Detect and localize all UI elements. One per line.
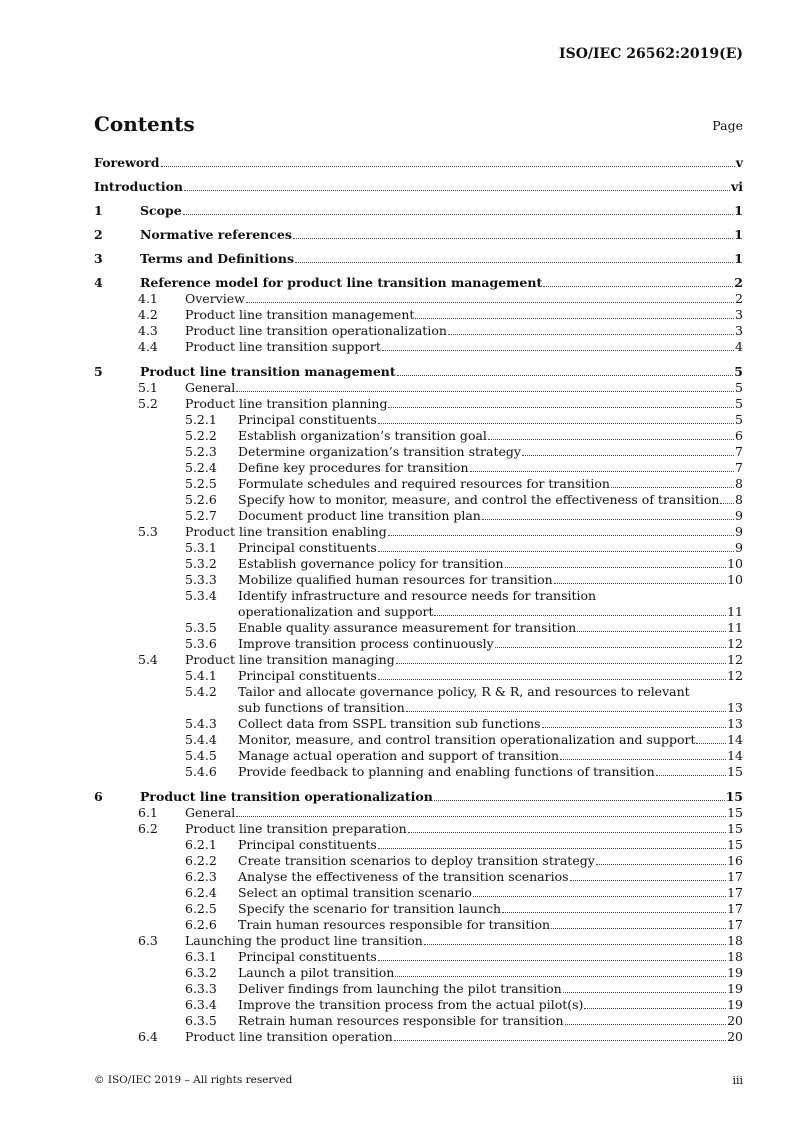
toc-entry-page: 8 [735,476,743,491]
toc-entry-title: Product line transition management [185,307,415,322]
toc-entry-title: Scope [140,203,182,218]
toc-entry-number: 4.4 [138,339,158,354]
toc-entry[interactable] [94,821,743,837]
toc-entry[interactable] [94,476,743,492]
dot-leader [236,391,734,392]
dot-leader [378,848,726,849]
toc-entry-title: Principal constituents [238,837,377,852]
toc-entry[interactable] [94,572,743,588]
toc-entry-page: 12 [727,652,743,667]
dot-leader [388,535,734,536]
dot-leader [584,1008,726,1009]
toc-entry-page: 17 [727,885,743,900]
toc-entry-number: 5.2.3 [185,444,217,459]
dot-leader [611,487,734,488]
toc-entry-title: Principal constituents [238,412,377,427]
toc-entry-page: 14 [727,748,743,763]
dot-leader [382,350,734,351]
toc-entry-number: 6.4 [138,1029,158,1044]
dot-leader [395,976,726,977]
page-number: iii [732,1074,743,1087]
toc-entry-title: Specify the scenario for transition launch [238,901,502,916]
toc-entry-title: Monitor, measure, and control transition operationalization and support [238,732,696,747]
toc-entry-number: 6.3 [138,933,158,948]
dot-leader [415,318,734,319]
toc-entry[interactable] [94,588,743,604]
toc-entry-number: 6.2.2 [185,853,217,868]
dot-leader [596,864,726,865]
toc-entry-title: Product line transition enabling [185,524,387,539]
toc-entry-title: General [185,380,236,395]
dot-leader [434,615,726,616]
dot-leader [397,375,734,376]
copyright-notice: © ISO/IEC 2019 – All rights reserved [94,1074,293,1086]
dot-leader [696,743,726,744]
toc-entry-title: Specify how to monitor, measure, and control the effectiveness of transition [238,492,720,507]
toc-entry-number: 5.2 [138,396,158,411]
toc-entry[interactable] [94,307,743,323]
toc-entry-title: Product line transition support [185,339,381,354]
document-id: ISO/IEC 26562:2019(E) [559,46,743,62]
dot-leader [293,238,733,239]
toc-entry[interactable] [94,885,743,901]
toc-entry[interactable] [94,853,743,869]
toc-entry-page: 12 [727,636,743,651]
toc-entry-page: 5 [735,396,743,411]
toc-entry[interactable] [94,291,743,307]
toc-entry[interactable] [94,684,743,700]
dot-leader [720,503,734,504]
toc-entry[interactable] [94,460,743,476]
toc-entry-number: 5.3.2 [185,556,217,571]
toc-entry-number: 5.4.2 [185,684,217,699]
toc-entry[interactable] [94,444,743,460]
toc-entry-title: Manage actual operation and support of transition [238,748,560,763]
toc-entry[interactable] [94,524,743,540]
toc-entry-number: 5 [94,364,103,379]
toc-entry-number: 6.2.6 [185,917,217,932]
toc-entry-number: 6.2 [138,821,158,836]
toc-entry[interactable] [94,179,743,195]
toc-entry-number: 5.3.3 [185,572,217,587]
toc-entry-title-continued: sub functions of transition [238,700,405,715]
toc-entry-title: Product line transition planning [185,396,388,411]
toc-entry-number: 5.4.5 [185,748,217,763]
toc-entry-title: Establish organization’s transition goal [238,428,487,443]
toc-entry-continuation[interactable] [94,700,743,716]
toc-entry-number: 4.1 [138,291,158,306]
toc-entry[interactable] [94,917,743,933]
toc-entry-number: 3 [94,251,103,266]
dot-leader [656,775,726,776]
toc-entry-number: 5.2.1 [185,412,217,427]
toc-entry-title: Identify infrastructure and resource needs for transition [238,588,597,603]
toc-entry-page: 1 [734,251,743,266]
dot-leader [570,880,727,881]
toc-entry-number: 6.3.4 [185,997,217,1012]
toc-entry[interactable] [94,508,743,524]
toc-entry-number: 5.3.5 [185,620,217,635]
toc-entry-title: General [185,805,236,820]
dot-leader [236,816,726,817]
toc-entry[interactable] [94,323,743,339]
toc-entry-title: Formulate schedules and required resources for transition [238,476,610,491]
toc-entry[interactable] [94,965,743,981]
toc-entry-title: Analyse the effectiveness of the transition scenarios [238,869,569,884]
toc-entry[interactable] [94,789,743,805]
toc-entry-page: 18 [727,949,743,964]
toc-entry-number: 6.2.1 [185,837,217,852]
toc-entry-number: 5.3.6 [185,636,217,651]
toc-entry-title: Foreword [94,155,160,170]
toc-entry-title: Retrain human resources responsible for transition [238,1013,564,1028]
toc-entry[interactable] [94,428,743,444]
toc-entry-number: 4.2 [138,307,158,322]
dot-leader [396,663,726,664]
dot-leader [406,711,726,712]
toc-entry-page: 14 [727,732,743,747]
toc-entry-page: 8 [735,492,743,507]
dot-leader [542,727,726,728]
toc-entry-title: Mobilize qualified human resources for transition [238,572,553,587]
dot-leader [563,992,726,993]
page-column-label: Page [712,118,743,133]
toc-entry-number: 6.3.1 [185,949,217,964]
toc-entry-page: v [735,155,743,170]
toc-entry[interactable] [94,949,743,965]
toc-entry-page: 17 [727,917,743,932]
dot-leader [470,471,735,472]
dot-leader [378,423,734,424]
toc-entry-title: Create transition scenarios to deploy transition strategy [238,853,595,868]
toc-entry-title: Launching the product line transition [185,933,423,948]
toc-entry-title: Determine organization’s transition strategy [238,444,521,459]
toc-entry-page: 20 [727,1013,743,1028]
toc-entry[interactable] [94,227,743,243]
toc-entry[interactable] [94,275,743,291]
dot-leader [543,286,733,287]
toc-entry[interactable] [94,764,743,780]
toc-entry-page: 3 [735,323,743,338]
toc-entry-page: 2 [734,275,743,290]
toc-entry[interactable] [94,748,743,764]
toc-entry[interactable] [94,933,743,949]
toc-entry[interactable] [94,203,743,219]
toc-entry-number: 5.3.4 [185,588,217,603]
toc-entry[interactable] [94,869,743,885]
toc-entry-number: 6.1 [138,805,158,820]
dot-leader [408,832,726,833]
toc-entry-number: 5.4.6 [185,764,217,779]
toc-entry-page: 17 [727,869,743,884]
dot-leader [495,647,726,648]
dot-leader [565,1024,726,1025]
toc-entry-page: 3 [735,307,743,322]
toc-entry-number: 6.2.4 [185,885,217,900]
dot-leader [378,960,726,961]
toc-entry-number: 5.2.4 [185,460,217,475]
toc-entry[interactable] [94,339,743,355]
toc-entry-page: 15 [727,837,743,852]
toc-entry[interactable] [94,556,743,572]
dot-leader [183,214,734,215]
toc-entry-page: 5 [735,412,743,427]
toc-entry-title: Collect data from SSPL transition sub functions [238,716,541,731]
toc-entry-page: 15 [727,821,743,836]
toc-entry-number: 5.2.6 [185,492,217,507]
toc-entry[interactable] [94,492,743,508]
toc-entry-number: 5.4 [138,652,158,667]
toc-entry-number: 6.2.3 [185,869,217,884]
toc-entry-number: 4 [94,275,103,290]
toc-entry-number: 6.3.5 [185,1013,217,1028]
toc-entry-title: Improve the transition process from the actual pilot(s) [238,997,584,1012]
toc-entry-title: Select an optimal transition scenario [238,885,472,900]
toc-entry[interactable] [94,540,743,556]
toc-entry[interactable] [94,805,743,821]
dot-leader [560,759,726,760]
dot-leader [424,944,726,945]
toc-entry-page: 9 [735,524,743,539]
toc-entry-page: 19 [727,965,743,980]
toc-entry-title: Product line transition preparation [185,821,407,836]
toc-entry-title: Launch a pilot transition [238,965,395,980]
dot-leader [551,928,726,929]
toc-entry-page: 15 [727,764,743,779]
toc-entry-page: 1 [734,203,743,218]
dot-leader [434,800,725,801]
toc-entry-page: 6 [735,428,743,443]
toc-entry-number: 5.4.4 [185,732,217,747]
toc-entry-page: 5 [734,364,743,379]
toc-entry-title: Product line transition management [140,364,396,379]
dot-leader [184,190,730,191]
dot-leader [554,583,726,584]
toc-entry-number: 5.2.5 [185,476,217,491]
toc-entry-page: 7 [735,460,743,475]
toc-entry-number: 6.3.3 [185,981,217,996]
toc-entry-page: vi [730,179,743,194]
dot-leader [505,567,727,568]
toc-entry-title: Principal constituents [238,540,377,555]
toc-entry-number: 5.2.7 [185,508,217,523]
dot-leader [394,1040,726,1041]
toc-entry-number: 5.3.1 [185,540,217,555]
toc-entry-title: Terms and Definitions [140,251,295,266]
toc-entry-page: 1 [734,227,743,242]
toc-entry-page: 7 [735,444,743,459]
toc-entry-number: 6.2.5 [185,901,217,916]
dot-leader [488,439,734,440]
toc-entry-page: 4 [735,339,743,354]
toc-entry[interactable] [94,732,743,748]
toc-entry-title: Tailor and allocate governance policy, R & R, and resources to relevant [238,684,690,699]
dot-leader [473,896,726,897]
dot-leader [448,334,734,335]
toc-entry[interactable] [94,668,743,684]
toc-entry-page: 18 [727,933,743,948]
toc-entry-title: Define key procedures for transition [238,460,469,475]
toc-entry-number: 4.3 [138,323,158,338]
toc-entry[interactable] [94,837,743,853]
toc-entry-title: Deliver findings from launching the pilot transition [238,981,562,996]
toc-entry-page: 10 [727,556,743,571]
toc-entry-title: Reference model for product line transition management [140,275,543,290]
toc-entry-number: 5.1 [138,380,158,395]
toc-entry-page: 9 [735,508,743,523]
toc-entry[interactable] [94,716,743,732]
toc-entry[interactable] [94,155,743,171]
toc-entry-title: Normative references [140,227,292,242]
toc-entry-page: 12 [727,668,743,683]
toc-entry-title: Principal constituents [238,949,377,964]
dot-leader [388,407,734,408]
toc-entry-title: Introduction [94,179,184,194]
toc-entry-page: 13 [727,716,743,731]
dot-leader [522,455,734,456]
toc-entry[interactable] [94,396,743,412]
toc-entry-number: 5.4.3 [185,716,217,731]
toc-entry-page: 16 [727,853,743,868]
toc-entry[interactable] [94,1029,743,1045]
toc-entry-page: 11 [727,604,743,619]
toc-entry-page: 10 [727,572,743,587]
toc-entry-continuation[interactable] [94,604,743,620]
toc-entry-page: 17 [727,901,743,916]
toc-entry[interactable] [94,652,743,668]
toc-entry-page: 19 [727,997,743,1012]
toc-entry[interactable] [94,380,743,396]
toc-entry-page: 15 [725,789,743,804]
toc-entry-number: 2 [94,227,103,242]
toc-entry-number: 6 [94,789,103,804]
toc-entry-number: 5.3 [138,524,158,539]
dot-leader [482,519,734,520]
toc-entry-title: Enable quality assurance measurement for transition [238,620,577,635]
toc-entry-page: 2 [735,291,743,306]
toc-entry-title: Improve transition process continuously [238,636,494,651]
toc-entry[interactable] [94,981,743,997]
toc-entry-page: 13 [727,700,743,715]
toc-entry-title: Overview [185,291,245,306]
toc-entry[interactable] [94,636,743,652]
dot-leader [295,262,733,263]
toc-entry-number: 5.4.1 [185,668,217,683]
toc-entry[interactable] [94,1013,743,1029]
toc-entry-page: 5 [735,380,743,395]
toc-entry-title: Establish governance policy for transition [238,556,504,571]
toc-entry-title: Product line transition operation [185,1029,393,1044]
dot-leader [246,302,734,303]
toc-entry[interactable] [94,364,743,380]
table-of-contents [94,155,743,1045]
toc-entry-title: Train human resources responsible for transition [238,917,551,932]
toc-entry-title: Product line transition operationalization [185,323,447,338]
toc-entry[interactable] [94,620,743,636]
toc-entry-page: 15 [727,805,743,820]
dot-leader [161,166,735,167]
toc-entry-title: Product line transition managing [185,652,395,667]
toc-entry[interactable] [94,901,743,917]
toc-entry-page: 19 [727,981,743,996]
toc-entry-title: Provide feedback to planning and enabling functions of transition [238,764,655,779]
dot-leader [378,679,726,680]
toc-entry-page: 11 [727,620,743,635]
dot-leader [378,551,734,552]
dot-leader [577,631,726,632]
toc-entry-page: 9 [735,540,743,555]
toc-entry-number: 1 [94,203,103,218]
toc-entry-title-continued: operationalization and support [238,604,434,619]
toc-entry-number: 5.2.2 [185,428,217,443]
toc-entry-title: Principal constituents [238,668,377,683]
toc-entry-number: 6.3.2 [185,965,217,980]
toc-entry-title: Document product line transition plan [238,508,481,523]
toc-entry-page: 20 [727,1029,743,1044]
page-title: Contents [94,112,195,136]
toc-entry[interactable] [94,412,743,428]
toc-entry[interactable] [94,997,743,1013]
dot-leader [502,912,726,913]
toc-entry[interactable] [94,251,743,267]
toc-entry-title: Product line transition operationalization [140,789,433,804]
